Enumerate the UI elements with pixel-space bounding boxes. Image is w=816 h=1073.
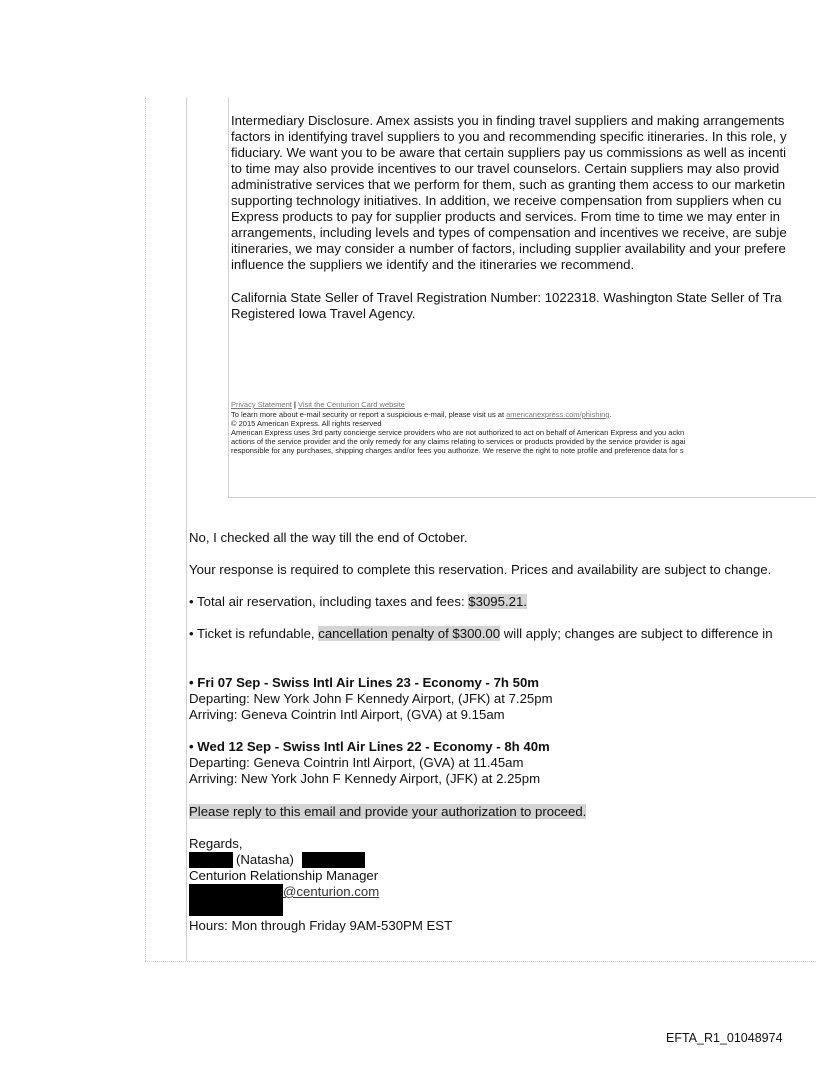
total-reservation-line (189, 594, 816, 610)
flight-arriving: Arriving: Geneva Cointrin Intl Airport, (GVA) at 9.15am (189, 707, 505, 722)
redaction-box (189, 852, 233, 868)
cancellation-penalty: cancellation penalty of $300.00 (318, 626, 501, 641)
reply-line-required: Your response is required to complete this reservation. Prices and availability are subject to change. (189, 562, 772, 577)
flight-departing: Departing: New York John F Kennedy Airport, (JFK) at 7.25pm (189, 691, 553, 706)
flight-arriving: Arriving: New York John F Kennedy Airport, (JFK) at 2.25pm (189, 771, 541, 786)
security-notice (231, 410, 816, 419)
email-frame-border (145, 97, 146, 961)
legal-line: actions of the service provider and the only remedy for any claims relating to services or products provided by the service provider is agai (231, 437, 686, 446)
legal-line: American Express uses 3rd party concierge service providers who are not authorized to act on behalf of American Express and you ackn (231, 428, 685, 437)
reply-line-october: No, I checked all the way till the end of October. (189, 530, 468, 545)
seller-of-travel-registration (231, 290, 816, 322)
disclosure-line: factors in identifying travel suppliers to you and recommending specific itineraries. In this role, y (231, 129, 787, 144)
redaction-box (302, 852, 365, 868)
disclosure-line: fiduciary. We want you to be aware that certain suppliers pay us commissions as well as incenti (231, 145, 787, 160)
flight-title: • Wed 12 Sep - Swiss Intl Air Lines 22 - Economy - 8h 40m (189, 739, 550, 754)
document-id: EFTA_R1_01048974 (666, 1031, 783, 1045)
disclosure-line: influence the suppliers we identify and the itineraries we recommend. (231, 257, 635, 272)
disclosure-line: itineraries, we may consider a number of factors, including supplier availability and your prefere (231, 241, 786, 256)
registration-line: Registered Iowa Travel Agency. (231, 306, 416, 321)
disclosure-line: Express products to pay for supplier products and services. From time to time we may enter in (231, 209, 780, 224)
centurion-website-link[interactable]: Visit the Centurion Card website (297, 400, 405, 409)
disclosure-line: supporting technology initiatives. In addition, we receive compensation from suppliers when cu (231, 193, 782, 208)
copyright: © 2015 American Express. All rights reserved (231, 419, 382, 428)
ticket-refund-line (189, 626, 816, 642)
disclosure-line: to time may also provide incentives to our travel counselors. Certain suppliers may also provid (231, 161, 780, 176)
email-address-link[interactable]: @centurion.com (283, 884, 380, 899)
flight-outbound (189, 675, 789, 723)
flight-return (189, 739, 789, 787)
privacy-statement-link[interactable]: Privacy Statement (231, 400, 292, 409)
bullet: • (189, 594, 194, 609)
authorization-text: Please reply to this email and provide your authorization to proceed. (189, 804, 587, 819)
flight-departing: Departing: Geneva Cointrin Intl Airport, (GVA) at 11.45am (189, 755, 524, 770)
regards: Regards, (189, 836, 243, 851)
quote-indent-border (186, 97, 187, 961)
footer-legal (231, 410, 816, 455)
registration-line: California State Seller of Travel Registration Number: 1022318. Washington State Seller of Tra (231, 290, 782, 305)
signer-role: Centurion Relationship Manager (189, 868, 379, 883)
footer-link-separator: | (293, 400, 296, 409)
flight-title: • Fri 07 Sep - Swiss Intl Air Lines 23 - Economy - 7h 50m (189, 675, 540, 690)
redaction-box (189, 884, 283, 916)
security-notice-period: . (609, 410, 612, 419)
office-hours: Hours: Mon through Friday 9AM-530PM EST (189, 918, 453, 933)
intermediary-disclosure (231, 113, 816, 273)
total-amount: $3095.21. (468, 594, 527, 609)
ticket-suffix: will apply; changes are subject to difference in (500, 626, 773, 641)
disclosure-line: arrangements, including levels and types of compensation and incentives we receive, are subje (231, 225, 787, 240)
legal-line: responsible for any purchases, shipping charges and/or fees you authorize. We reserve the right to note profile and preference data for s (231, 446, 684, 455)
total-label: Total air reservation, including taxes and fees: (193, 594, 469, 609)
email-frame-bottom-border (145, 961, 816, 962)
disclosure-line: Intermediary Disclosure. Amex assists you in finding travel suppliers and making arrangements (231, 113, 785, 128)
bullet: • (189, 626, 194, 641)
signer-nickname: (Natasha) (236, 852, 294, 867)
ticket-label: Ticket is refundable, (193, 626, 319, 641)
authorization-request (189, 804, 816, 820)
security-notice-text: To learn more about e-mail security or report a suspicious e-mail, please visit us at (231, 410, 507, 419)
footer-links (231, 400, 816, 409)
phishing-link[interactable]: americanexpress.com/phishing (506, 410, 610, 419)
disclosure-line: administrative services that we perform for them, such as granting them access to our marketin (231, 177, 786, 192)
